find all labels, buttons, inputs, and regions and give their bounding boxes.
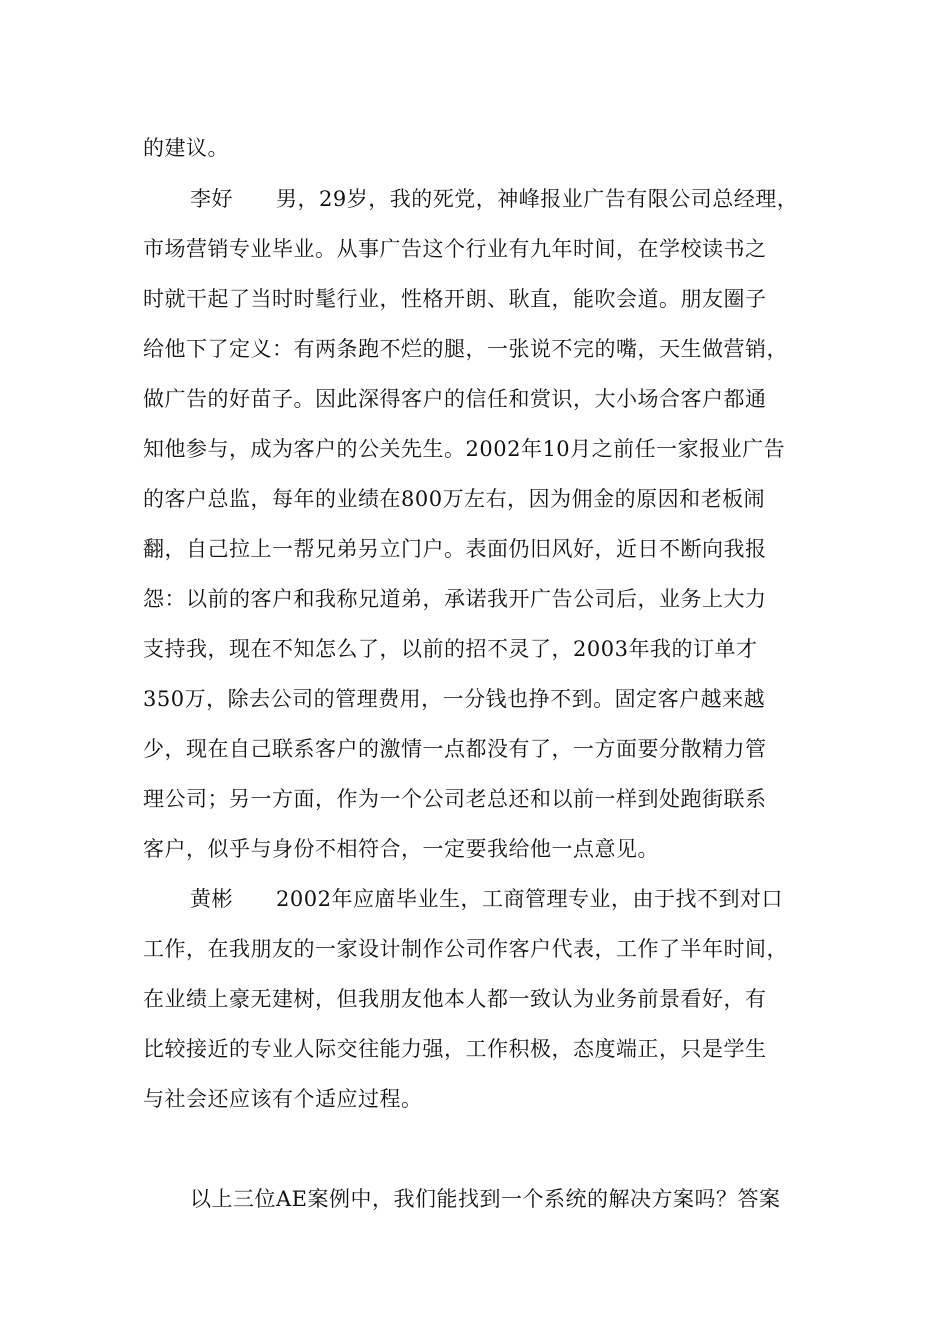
text-line: 知他参与，成为客户的公关先生。2002年10月之前任一家报业广告 <box>143 437 786 461</box>
text-line: 工作，在我朋友的一家设计制作公司作客户代表，工作了半年时间， <box>143 937 788 961</box>
text-line: 比较接近的专业人际交往能力强，工作积极，态度端正，只是学生 <box>143 1037 767 1061</box>
text-line: 黄彬 2002年应庿毕业生，工商管理专业，由于找不到对口 <box>190 887 783 911</box>
text-line: 翻，自己拉上一帮兄弟另立门户。表面仍旧风好，近日不断向我报 <box>143 537 767 561</box>
text-line: 客户，似乎与身份不相符合，一定要我给他一点意见。 <box>143 837 659 861</box>
text-line: 在业绩上豪无建树，但我朋友他本人都一致认为业务前景看好，有 <box>143 987 767 1011</box>
text-line: 理公司；另一方面，作为一个公司老总还和以前一样到处跑街联系 <box>143 787 767 811</box>
text-line: 350万，除去公司的管理费用，一分钱也挣不到。固定客户越来越 <box>143 687 766 711</box>
text-line: 以上三位AE案例中，我们能找到一个系统的解决方案吗？答案 <box>190 1187 781 1211</box>
text-line: 时就干起了当时时髦行业，性格开朗、耿直，能吹会道。朋友圈子 <box>143 287 767 311</box>
text-line: 做广告的好苗子。因此深得客户的信任和赏识，大小场合客户都通 <box>143 387 767 411</box>
text-line: 支持我，现在不知怎么了，以前的招不灵了，2003年我的订单才 <box>143 637 758 661</box>
text-line: 怨：以前的客户和我称兄道弟，承诺我开广告公司后，业务上大力 <box>143 587 767 611</box>
text-line: 的建议。 <box>143 136 229 160</box>
text-line: 市场营销专业毕业。从事广告这个行业有九年时间，在学校读书之 <box>143 237 767 261</box>
text-line: 李好 男，29岁，我的死党，神峰报业广告有限公司总经理， <box>190 187 799 211</box>
text-line: 给他下了定义：有两条跑不烂的腿，一张说不完的嘴，天生做营销， <box>143 337 788 361</box>
text-line: 少，现在自己联系客户的激情一点都没有了，一方面要分散精力管 <box>143 737 767 761</box>
text-line: 与社会还应该有个适应过程。 <box>143 1087 423 1111</box>
text-line: 的客户总监，每年的业绩在800万左右，因为佣金的原因和老板闹 <box>143 487 766 511</box>
